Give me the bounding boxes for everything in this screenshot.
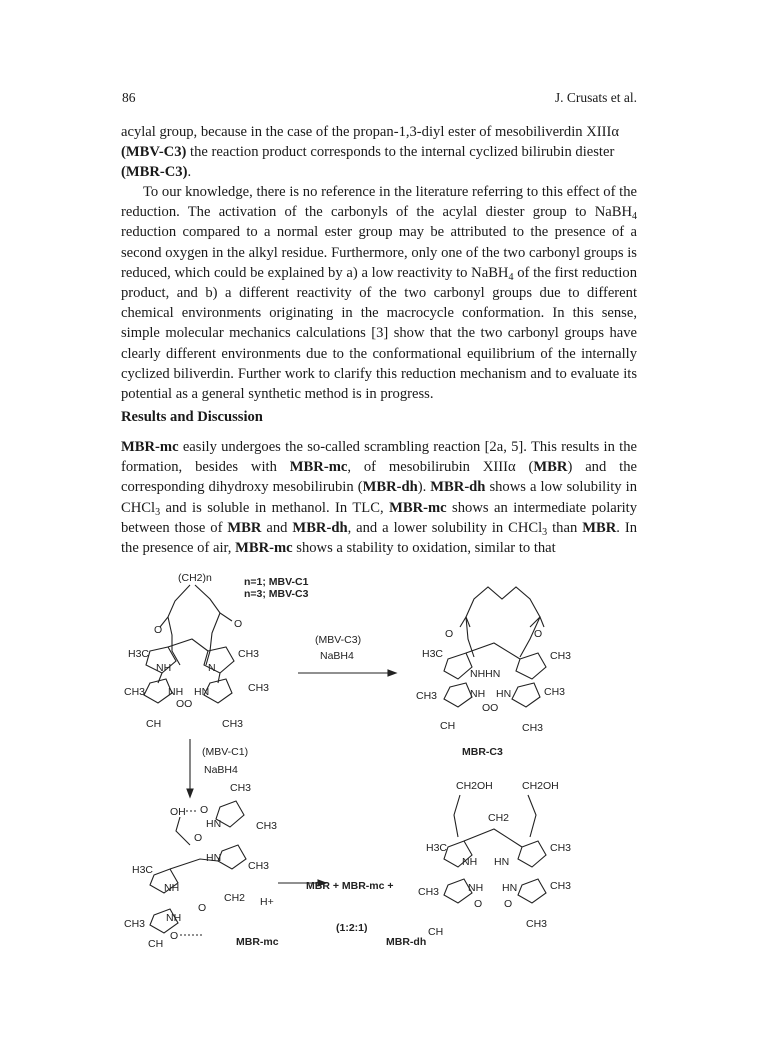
mbv-c1-label: n=1; MBV-C1	[244, 576, 309, 588]
p3-bold: MBR-mc	[235, 540, 293, 557]
ch2oh-label: CH2OH	[456, 780, 493, 792]
nh-label: NH	[462, 856, 478, 868]
atom-o: O	[445, 628, 454, 640]
ch2-label: CH2	[488, 812, 510, 824]
p3-bold: MBR	[582, 519, 617, 536]
arrow1-label-top: (MBV-C3)	[315, 634, 362, 646]
oo-label: OO	[176, 698, 193, 710]
p3-bold: MBR	[227, 519, 262, 536]
p3-bold: MBR-mc	[121, 439, 179, 455]
p3-bold: MBR-dh	[362, 479, 418, 496]
p3-sub: 3	[155, 506, 161, 518]
p3-text: , and a lower solubility in CHCl	[347, 519, 543, 536]
ch-label: CH	[440, 720, 456, 732]
ch2-label: CH2	[224, 892, 246, 904]
atom-o: O	[474, 898, 483, 910]
p3-sub: 3	[542, 526, 548, 538]
hn-label: HN	[496, 688, 512, 700]
p3-text: and is soluble in methanol. In TLC,	[160, 499, 390, 516]
arrow-mbr-mc-scrambling	[278, 880, 394, 934]
reaction-scheme	[110, 555, 650, 955]
mbr-mc-label: MBR-mc	[236, 936, 279, 948]
p3-text: shows a low solubility in CHCl	[121, 479, 637, 516]
nh-label: NH	[166, 912, 182, 924]
p3-text: ) and the corresponding dihydroxy mesobilirubin (	[121, 459, 637, 496]
arrow2-label-top: (MBV-C1)	[202, 746, 249, 758]
nhhn-label: NHHN	[470, 668, 501, 680]
products-label: MBR + MBR-mc +	[306, 880, 394, 892]
hn-label: HN	[194, 686, 210, 698]
p3-text: easily undergoes the so-called scrambling reaction [2a, 5]. This results in the formation, besides with	[121, 439, 637, 476]
oo-label: OO	[482, 702, 499, 714]
paragraph-3	[121, 437, 637, 558]
atom-o: O	[234, 618, 243, 630]
ch3-label: CH3	[522, 722, 544, 734]
hn-label: HN	[502, 882, 518, 894]
oh-label: OH	[170, 806, 186, 818]
paragraph-1	[121, 122, 637, 183]
nh-label: NH	[156, 662, 172, 674]
ch2oh-label: CH2OH	[522, 780, 559, 792]
ch3-label: CH3	[418, 886, 440, 898]
p3-bold: MBR-mc	[289, 459, 348, 476]
ch3-label: CH3	[416, 690, 438, 702]
arrow-mbv-c3-to-mbr-c3	[298, 634, 396, 676]
ch3-label: CH3	[238, 648, 260, 660]
mbr-c3-structure	[416, 587, 571, 758]
p3-text: ).	[417, 479, 431, 496]
ch3-label: CH3	[124, 686, 146, 698]
mbr-mc-structure	[124, 782, 279, 950]
nh-label: NH	[164, 882, 180, 894]
nh-label: NH	[168, 686, 184, 698]
h3c-label: H3C	[422, 648, 444, 660]
ch3-label: CH3	[550, 650, 572, 662]
ch3-label: CH3	[550, 880, 572, 892]
ch3-label: CH3	[544, 686, 566, 698]
p1-bold-mbr-c3: (MBR-C3)	[121, 164, 188, 181]
hn-label: HN	[206, 818, 222, 830]
p2-text-1: To our knowledge, there is no reference in the literature referring to this effect of the reduction. The activation of the carbonyls of the acylal diester group to NaBH	[121, 184, 637, 221]
hn-label: HN	[206, 852, 222, 864]
mbr-dh-label: MBR-dh	[386, 936, 427, 948]
p1-end: .	[187, 164, 192, 181]
hn-label: HN	[494, 856, 510, 868]
atom-o: O	[534, 628, 543, 640]
p3-text: , of mesobilirubin XIIIα (	[347, 459, 534, 476]
atom-o: O	[194, 832, 203, 844]
p3-text: . In the presence of air,	[121, 519, 637, 557]
p2-sub-2: 4	[508, 271, 514, 283]
ch-label: CH	[148, 938, 164, 950]
p1-bold-mbv-c3: (MBV-C3)	[121, 144, 187, 161]
ch3-label: CH3	[230, 782, 252, 794]
arrow2-label-bottom: NaBH4	[204, 764, 238, 776]
ch3-label: CH3	[526, 918, 548, 930]
ch3-label: CH3	[248, 682, 270, 694]
arrow1-label-bottom: NaBH4	[320, 650, 354, 662]
p2-text-2: reduction compared to a normal ester group may be attributed to the presence of a second oxygen in the alkyl residue. Furthermore, only one of the two carbonyl groups is reduced, which could be explained by a) a low reactivity to NaBH	[121, 224, 637, 281]
p1-text-1: acylal group, because in the case of the propan-1,3-diyl ester of mesobiliverdin XIIIα	[121, 124, 619, 140]
atom-o: O	[198, 902, 207, 914]
p3-text: shows an intermediate polarity between those of	[121, 499, 638, 536]
nh-label: NH	[470, 688, 486, 700]
p2-text-3: of the first reduction product, and b) a different reactivity of the two carbonyl groups due to different chemical environments originating in the macrocycle conformation. In this sense, simple molecular mechanics calculations [3] show that the two carbonyl groups have clearly different environments due to the conformational equilibrium of the internally cyclized biliverdin. Further work to clarify this reduction mechanism and to evaluate its potential as a general synthetic method is in progress.	[121, 264, 637, 403]
running-head: J. Crusats et al.	[554, 90, 637, 105]
h3c-label: H3C	[132, 864, 154, 876]
ch3-label: CH3	[248, 860, 270, 872]
p3-bold: MBR-dh	[292, 519, 348, 536]
p3-text: shows a stability to oxidation, similar to that	[292, 540, 556, 557]
atom-o: O	[504, 898, 513, 910]
h3c-label: H3C	[426, 842, 448, 854]
ch3-label: CH3	[256, 820, 278, 832]
atom-o: O	[200, 804, 209, 816]
ch3-label: CH3	[124, 918, 146, 930]
n-label: N	[208, 662, 216, 674]
mbr-c3-label: MBR-C3	[462, 746, 503, 758]
p3-text: and	[261, 519, 293, 536]
p1-text-2: the reaction product corresponds to the internal cyclized bilirubin diester	[186, 144, 615, 161]
ch3-label: CH3	[222, 718, 244, 730]
paragraph-2	[121, 182, 637, 404]
ch-label: CH	[428, 926, 444, 938]
p3-bold: MBR-dh	[430, 479, 486, 496]
mbv-c3-label: n=3; MBV-C3	[244, 588, 309, 600]
h3c-label: H3C	[128, 648, 150, 660]
h-plus-label: H+	[260, 896, 274, 908]
p3-text: than	[547, 519, 583, 536]
atom-o: O	[154, 624, 163, 636]
section-heading: Results and Discussion	[121, 409, 263, 425]
ratio-label: (1:2:1)	[336, 922, 368, 934]
nh-label: NH	[468, 882, 484, 894]
mbr-dh-structure	[386, 780, 571, 948]
ch3-label: CH3	[550, 842, 572, 854]
p2-sub-1: 4	[632, 211, 637, 223]
chain-label: (CH2)n	[178, 572, 212, 584]
atom-o: O	[170, 930, 179, 942]
mbv-structure	[124, 572, 309, 730]
p3-bold: MBR	[533, 459, 568, 476]
p3-bold: MBR-mc	[389, 499, 447, 516]
page-number: 86	[122, 90, 136, 105]
ch-label: CH	[146, 718, 162, 730]
